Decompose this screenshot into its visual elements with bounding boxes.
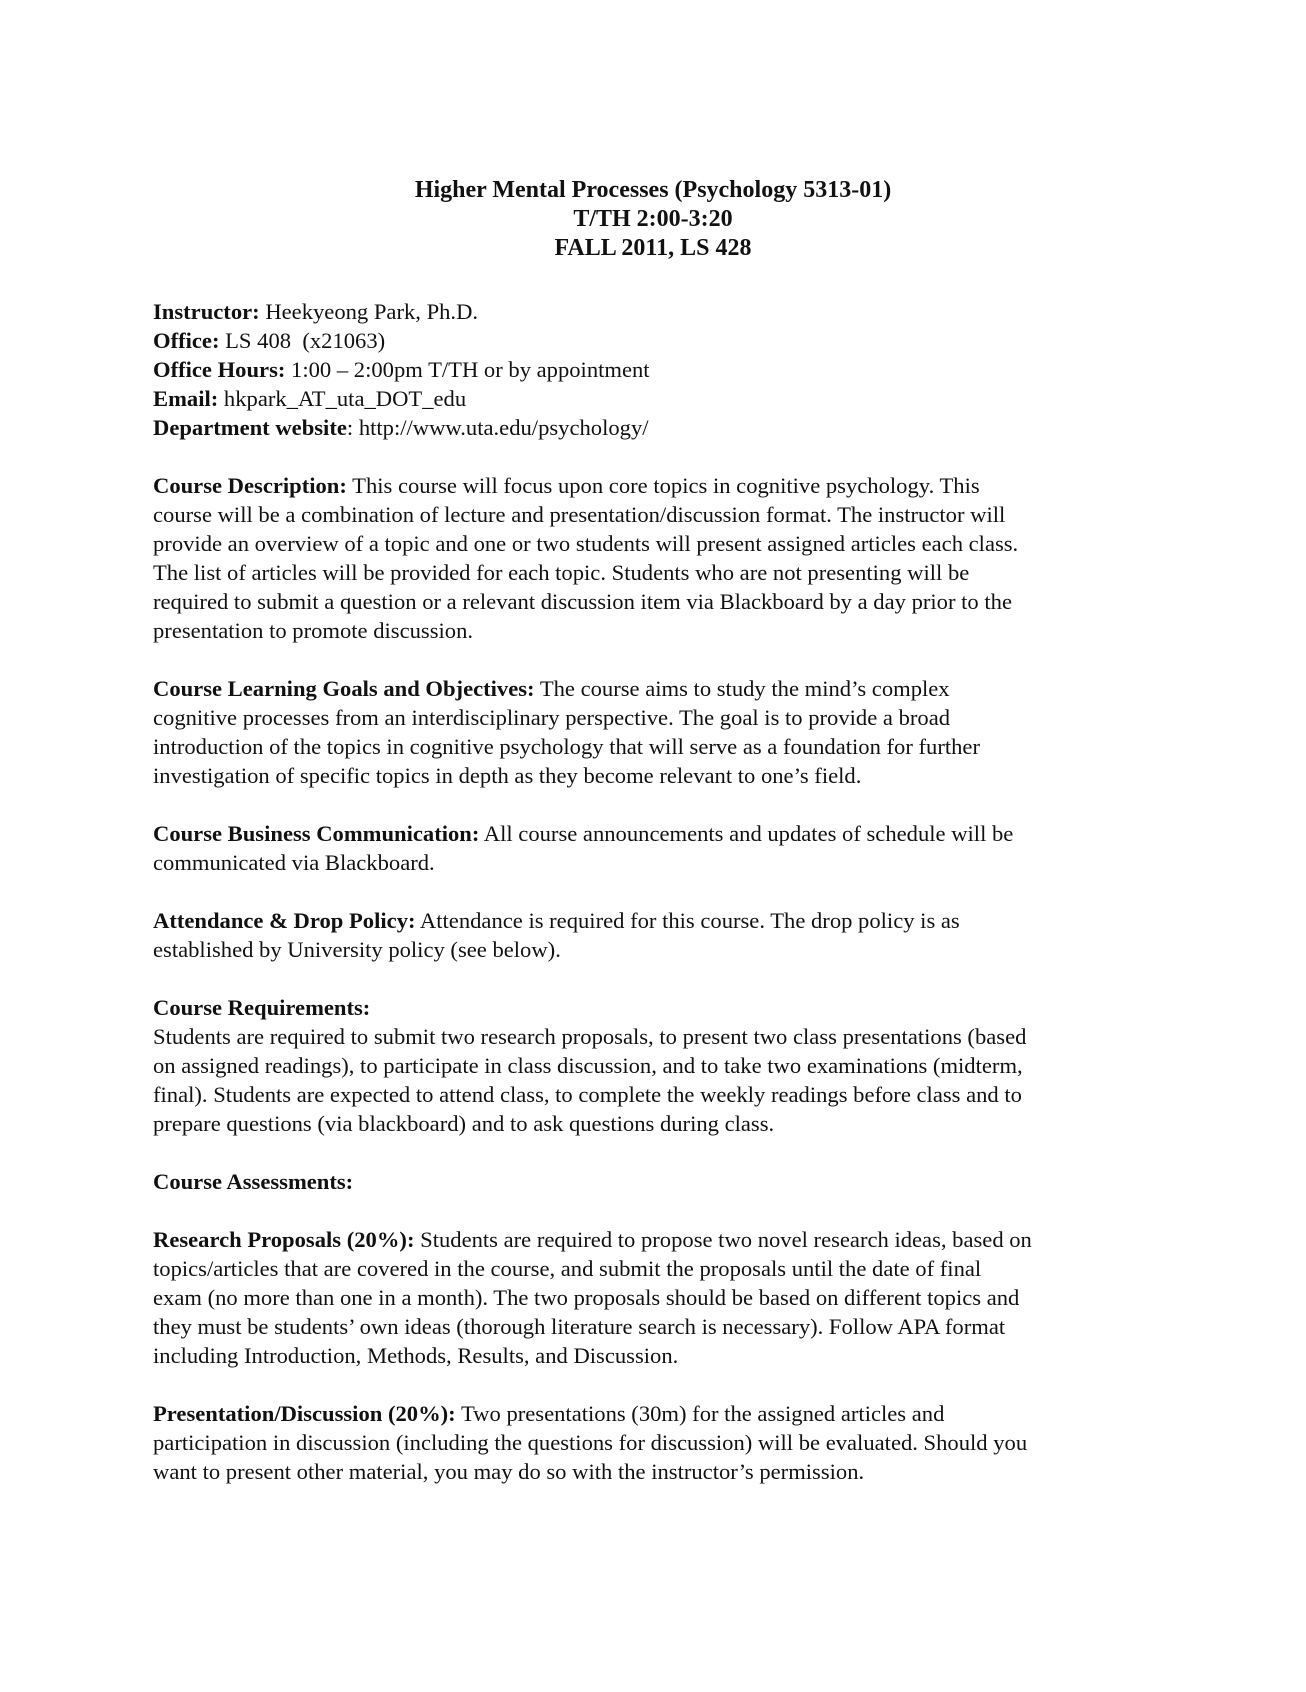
paragraph-line [153,1399,1153,1428]
paragraph-line: investigation of specific topics in depth as they become relevant to one’s field. [153,763,862,788]
line-text: This course will focus upon core topics in cognitive psychology. This [346,473,980,498]
paragraph-line [153,674,1153,703]
section-label: Attendance & Drop Policy: [153,908,416,933]
course-requirements-section [153,993,1153,1138]
email-label: Email: [153,386,219,411]
paragraph-line: Students are required to submit two research proposals, to present two class presentations (based [153,1024,1027,1049]
section-label: Research Proposals (20%): [153,1227,415,1252]
attendance-drop-policy-section [153,906,1153,964]
paragraph-line: communicated via Blackboard. [153,850,435,875]
department-website-value: : http://www.uta.edu/psychology/ [346,415,649,440]
paragraph-line [153,906,1153,935]
learning-goals-section [153,674,1153,790]
paragraph-line: prepare questions (via blackboard) and to ask questions during class. [153,1111,775,1136]
paragraph-line [153,1225,1153,1254]
paragraph-line: required to submit a question or a relevant discussion item via Blackboard by a day prior to the [153,589,1012,614]
instructor-line [153,297,1153,326]
paragraph-line [153,471,1153,500]
office-line [153,326,1153,355]
presentation-discussion-section [153,1399,1153,1486]
paragraph-line: topics/articles that are covered in the course, and submit the proposals until the date of final [153,1256,982,1281]
section-heading: Course Requirements: [153,995,371,1020]
paragraph-line: presentation to promote discussion. [153,618,474,643]
business-communication-section [153,819,1153,877]
office-hours-value: 1:00 – 2:00pm T/TH or by appointment [285,357,650,382]
instructor-value: Heekyeong Park, Ph.D. [259,299,479,324]
paragraph-line: exam (no more than one in a month). The two proposals should be based on different topics and [153,1285,1020,1310]
line-text: Attendance is required for this course. The drop policy is as [415,908,960,933]
line-text: The course aims to study the mind’s complex [534,676,950,701]
department-website-line [153,413,1153,442]
instructor-info [153,297,1153,442]
syllabus-header [0,176,1306,263]
course-assessments-section [153,1167,1153,1196]
office-hours-line [153,355,1153,384]
section-label: Course Description: [153,473,347,498]
course-term: FALL 2011, LS 428 [554,235,752,261]
research-proposals-section [153,1225,1153,1370]
paragraph-line: course will be a combination of lecture and presentation/discussion format. The instructor will [153,502,1006,527]
course-title: Higher Mental Processes (Psychology 5313-01) [414,177,892,203]
email-line [153,384,1153,413]
office-hours-label: Office Hours: [153,357,286,382]
course-description-section [153,471,1153,645]
instructor-label: Instructor: [153,299,260,324]
paragraph-line: want to present other material, you may do so with the instructor’s permission. [153,1459,865,1484]
paragraph-line: participation in discussion (including the questions for discussion) will be evaluated. Should you [153,1430,1028,1455]
line-text: All course announcements and updates of schedule will be [479,821,1014,846]
paragraph-line: provide an overview of a topic and one or two students will present assigned articles each class. [153,531,1019,556]
office-label: Office: [153,328,220,353]
paragraph-line: established by University policy (see below). [153,937,561,962]
section-label: Course Business Communication: [153,821,480,846]
line-text: Two presentations (30m) for the assigned articles and [455,1401,945,1426]
paragraph-line: they must be students’ own ideas (thorough literature search is necessary). Follow APA format [153,1314,1006,1339]
paragraph-line: cognitive processes from an interdisciplinary perspective. The goal is to provide a broad [153,705,951,730]
paragraph-line: including Introduction, Methods, Results, and Discussion. [153,1343,679,1368]
section-label: Presentation/Discussion (20%): [153,1401,456,1426]
office-value: LS 408 (x21063) [219,328,386,353]
paragraph-line [153,819,1153,848]
department-website-label: Department website [153,415,347,440]
section-label: Course Learning Goals and Objectives: [153,676,535,701]
line-text: Students are required to propose two novel research ideas, based on [414,1227,1032,1252]
paragraph-line: on assigned readings), to participate in class discussion, and to take two examinations (midterm, [153,1053,1023,1078]
paragraph-line: final). Students are expected to attend class, to complete the weekly readings before class and to [153,1082,1022,1107]
email-value: hkpark_AT_uta_DOT_edu [218,386,467,411]
syllabus-body [153,297,1153,1486]
paragraph-line: The list of articles will be provided for each topic. Students who are not presenting will be [153,560,970,585]
section-heading: Course Assessments: [153,1169,354,1194]
paragraph-line: introduction of the topics in cognitive psychology that will serve as a foundation for further [153,734,980,759]
course-time: T/TH 2:00-3:20 [573,206,733,232]
